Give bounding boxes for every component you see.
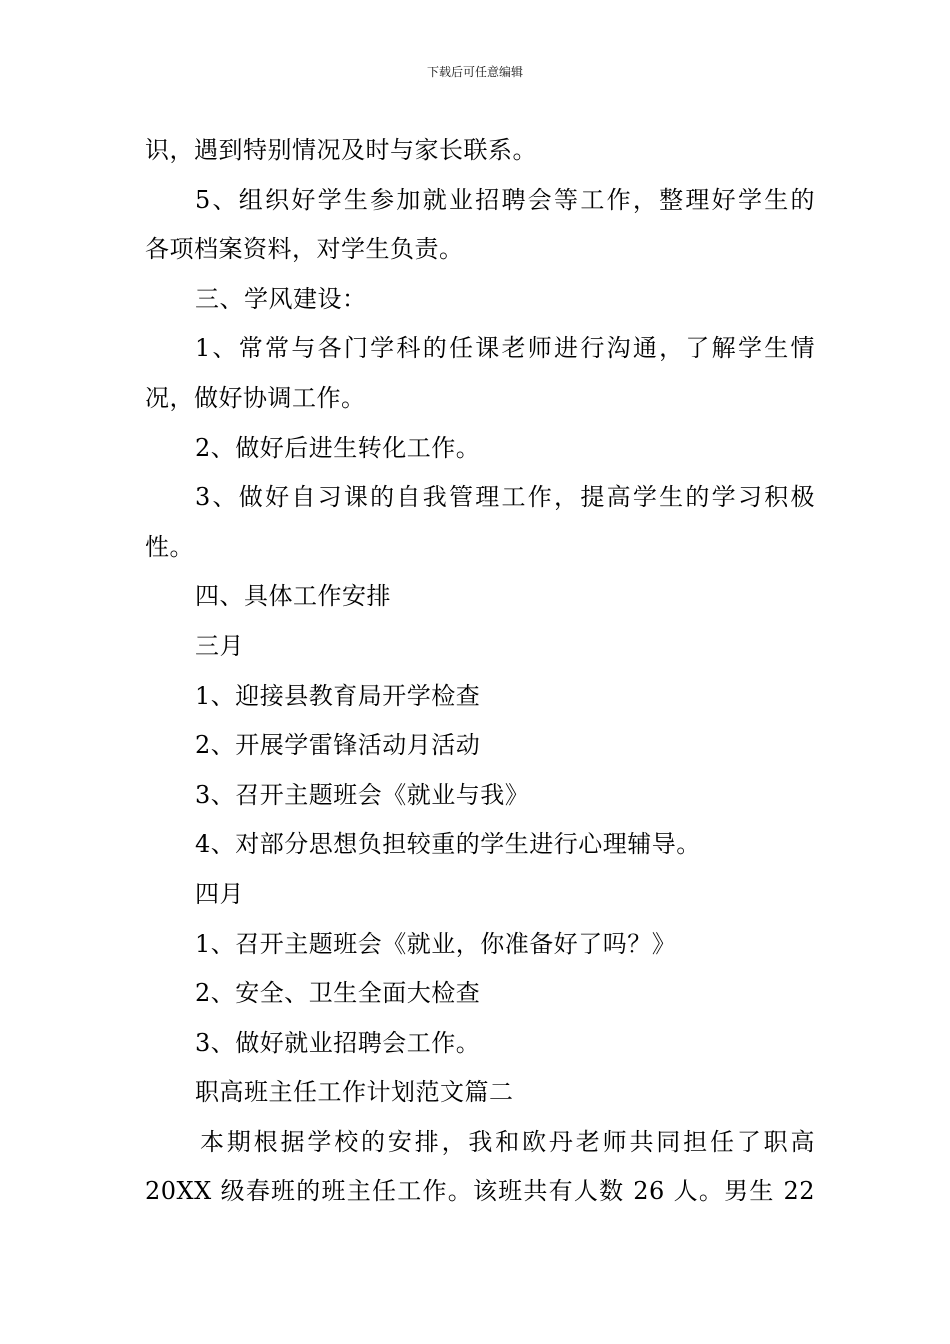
article-title: 职高班主任工作计划范文篇二	[195, 1078, 514, 1107]
list-item: 3、召开主题班会《就业与我》	[195, 780, 530, 809]
month-heading: 四月	[195, 879, 244, 908]
paragraph-line: 本期根据学校的安排，我和欧丹老师共同担任了职高	[200, 1127, 815, 1156]
section-heading: 四、具体工作安排	[195, 582, 391, 611]
paragraph-line: 况，做好协调工作。	[145, 383, 366, 412]
paragraph-line: 识，遇到特别情况及时与家长联系。	[145, 136, 537, 164]
list-item: 4、对部分思想负担较重的学生进行心理辅导。	[195, 830, 701, 859]
paragraph-line: 性。	[145, 532, 194, 561]
list-item: 2、开展学雷锋活动月活动	[195, 731, 481, 760]
list-item: 3、做好就业招聘会工作。	[195, 1028, 481, 1057]
page-header: 下载后可任意编辑	[426, 65, 523, 79]
paragraph-line: 20XX 级春班的班主任工作。该班共有人数 26 人。男生 22	[145, 1177, 815, 1206]
paragraph-line: 3、做好自习课的自我管理工作，提高学生的学习积极	[195, 483, 815, 512]
paragraph-line: 1、常常与各门学科的任课老师进行沟通，了解学生情	[195, 334, 815, 363]
document-body	[145, 126, 815, 1217]
section-heading: 三、学风建设：	[195, 284, 367, 313]
paragraph-line: 2、做好后进生转化工作。	[195, 433, 481, 462]
paragraph-line: 各项档案资料，对学生负责。	[145, 235, 464, 264]
month-heading: 三月	[195, 631, 244, 660]
paragraph-line: 5、组织好学生参加就业招聘会等工作，整理好学生的	[195, 185, 815, 214]
list-item: 1、召开主题班会《就业，你准备好了吗？》	[195, 929, 677, 958]
list-item: 2、安全、卫生全面大检查	[195, 979, 481, 1008]
list-item: 1、迎接县教育局开学检查	[195, 681, 481, 710]
